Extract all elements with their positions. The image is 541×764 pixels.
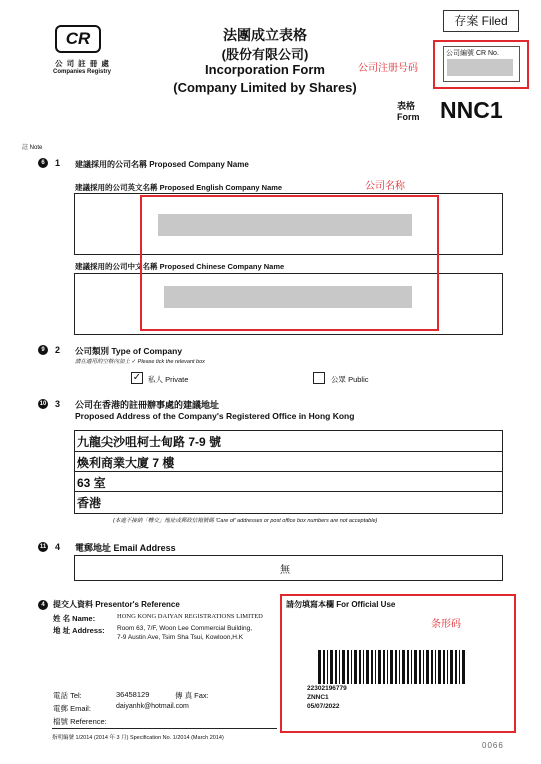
section2-instruction: 請在適用的空格內加上 ✓ Please tick the relevant box: [75, 359, 205, 365]
note-label: 註 Note: [22, 145, 43, 151]
cr-number-label: 公司編號 CR No.: [446, 50, 499, 57]
barcode: [318, 650, 466, 684]
form-subtitle-cn: (股份有限公司): [221, 47, 309, 62]
cr-number-annotation: 公司注册号码: [358, 63, 418, 74]
address-line-1[interactable]: 九龍尖沙咀柯士甸路 7-9 號: [77, 435, 222, 449]
page-code: 0066: [482, 741, 504, 750]
barcode-bar: [342, 650, 345, 684]
barcode-bar: [426, 650, 429, 684]
form-title-en: Incorporation Form: [205, 62, 325, 77]
barcode-bar: [459, 650, 460, 684]
presenter-title: 提交人資料 Presentor's Reference: [53, 600, 180, 609]
name-label: 姓 名 Name:: [53, 614, 96, 623]
barcode-bar: [438, 650, 441, 684]
note-number: 9: [38, 345, 48, 355]
address-divider: [74, 471, 502, 472]
company-name-annotation: 公司名称: [365, 181, 405, 192]
form-title-cn: 法團成立表格: [223, 27, 307, 43]
barcode-bar: [443, 650, 445, 684]
note-number: 11: [39, 544, 47, 550]
cr-logo: CR: [55, 25, 101, 53]
name-value: HONG KONG DAIYAN REGISTRATIONS LIMITED: [117, 613, 263, 620]
barcode-bar: [354, 650, 357, 684]
english-name-redacted: [158, 214, 412, 236]
address-divider: [74, 491, 502, 492]
reference-label: 檔號 Reference:: [53, 717, 107, 726]
section-number: 2: [55, 345, 61, 355]
english-name-label: 建議採用的公司英文名稱 Proposed English Company Name: [75, 183, 283, 192]
barcode-bar: [323, 650, 325, 684]
private-label: 私人 Private: [148, 375, 189, 384]
barcode-bar: [402, 650, 405, 684]
address-line-4[interactable]: 香港: [77, 496, 102, 510]
barcode-bar: [447, 650, 448, 684]
chinese-name-label: 建議採用的公司中文名稱 Proposed Chinese Company Name: [75, 262, 285, 271]
section2-title: 公司類別 Type of Company: [75, 346, 183, 356]
section-number: 1: [55, 158, 61, 168]
note-number: 4: [38, 600, 48, 610]
barcode-bar: [327, 650, 328, 684]
section4-title: 電郵地址 Email Address: [75, 543, 176, 553]
address-line1: Room 63, 7/F, Woon Lee Commercial Building,: [117, 625, 252, 632]
barcode-date: 05/07/2022: [307, 703, 340, 710]
barcode-bar: [387, 650, 388, 684]
filed-stamp: 存案 Filed: [443, 10, 519, 32]
barcode-bar: [383, 650, 385, 684]
barcode-annotation: 条形码: [431, 619, 461, 630]
barcode-bar: [366, 650, 369, 684]
barcode-bar: [423, 650, 424, 684]
note-number: 10: [39, 401, 47, 407]
section-number: 4: [55, 542, 61, 552]
barcode-bar: [371, 650, 373, 684]
barcode-bar: [419, 650, 421, 684]
barcode-bar: [335, 650, 337, 684]
section3-title-cn: 公司在香港的註冊辦事處的建議地址: [75, 400, 220, 410]
barcode-bar: [363, 650, 364, 684]
barcode-bar: [431, 650, 433, 684]
barcode-bar: [390, 650, 393, 684]
barcode-bar: [347, 650, 349, 684]
registry-name-cn: 公 司 註 冊 處: [55, 59, 110, 68]
form-label-cn: 表格: [397, 101, 416, 111]
form-label-en: Form: [397, 112, 420, 122]
chinese-name-redacted: [164, 286, 412, 308]
barcode-bar: [351, 650, 352, 684]
tel-value: 36458129: [116, 690, 150, 699]
email-value-presenter: daiyanhk@hotmail.com: [116, 703, 189, 710]
barcode-bar: [411, 650, 412, 684]
barcode-bar: [339, 650, 340, 684]
address-divider: [74, 451, 502, 452]
section3-title-en: Proposed Address of the Company's Registered Office in Hong Kong: [75, 411, 355, 421]
barcode-bar: [414, 650, 417, 684]
public-label: 公眾 Public: [331, 375, 369, 384]
barcode-bar: [455, 650, 457, 684]
presenter-divider: [52, 728, 277, 729]
barcode-bar: [318, 650, 321, 684]
address-line-2[interactable]: 煥利商業大廈 7 樓: [77, 456, 175, 470]
fax-label: 傳 真 Fax:: [175, 691, 209, 700]
cr-number-redacted: [447, 59, 513, 76]
registry-name-en: Companies Registry: [53, 69, 112, 75]
note-number: 6: [38, 158, 48, 168]
official-use-title: 請勿填寫本欄 For Official Use: [286, 600, 396, 609]
section1-title: 建議採用的公司名稱 Proposed Company Name: [75, 160, 249, 169]
barcode-bar: [399, 650, 400, 684]
barcode-bar: [450, 650, 453, 684]
public-checkbox[interactable]: [313, 372, 325, 384]
email-label: 電郵 Email:: [53, 704, 91, 713]
address-line2: 7-9 Austin Ave, Tsim Sha Tsui, Kowloon,H.K: [117, 634, 244, 641]
barcode-bar: [407, 650, 409, 684]
address-footnote: (本處不接納「轉交」地址或郵政信箱號碼 'Care of' addresses or post office box numbers are not acceptable): [113, 518, 378, 524]
barcode-bar: [395, 650, 397, 684]
specification-footer: 指明編號 1/2014 (2014 年 3 月) Specification No. 1/2014 (March 2014): [52, 735, 224, 741]
barcode-bar: [462, 650, 465, 684]
barcode-number: 22302196779: [307, 685, 347, 692]
email-value: 無: [280, 565, 290, 576]
tel-label: 電話 Tel:: [53, 691, 82, 700]
barcode-form: ZNNC1: [307, 694, 329, 701]
address-label: 地 址 Address:: [53, 626, 105, 635]
private-checkbox[interactable]: ✓: [132, 372, 142, 383]
section-number: 3: [55, 399, 61, 409]
barcode-bar: [375, 650, 376, 684]
address-line-3[interactable]: 63 室: [77, 476, 106, 490]
form-subtitle-en: (Company Limited by Shares): [173, 80, 357, 95]
barcode-bar: [330, 650, 333, 684]
barcode-bar: [435, 650, 436, 684]
form-code: NNC1: [440, 97, 503, 123]
barcode-bar: [378, 650, 381, 684]
barcode-bar: [359, 650, 361, 684]
